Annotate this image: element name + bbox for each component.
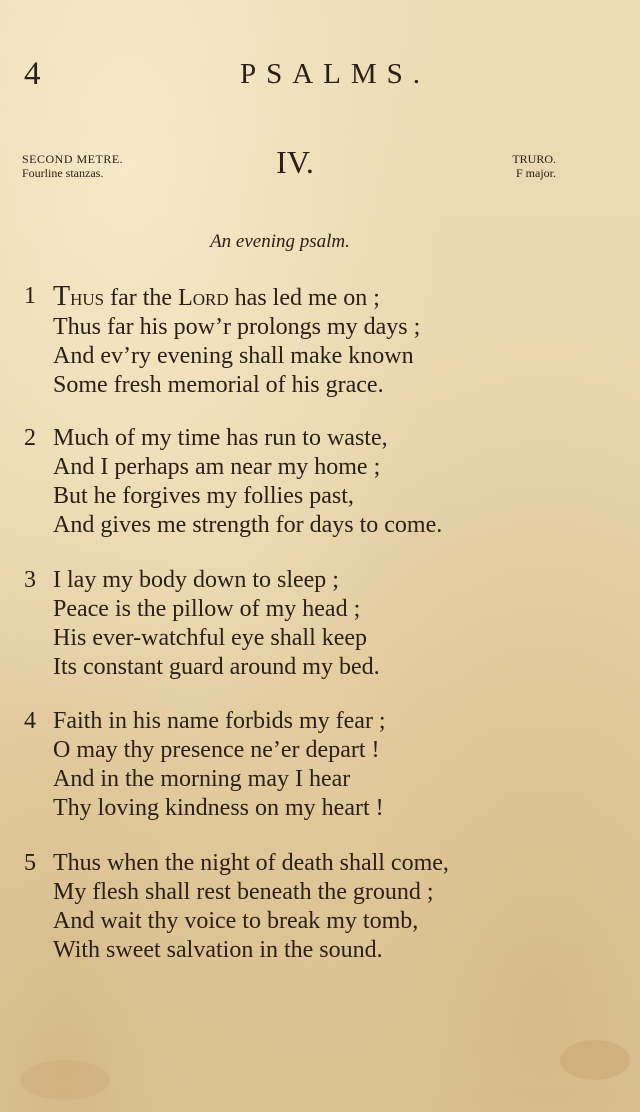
verse-line: Some fresh memorial of his grace. <box>53 372 384 398</box>
verse-line: And in the morning may I hear <box>53 766 351 792</box>
lord-initial: L <box>178 285 193 311</box>
verse-line: I lay my body down to sleep ; <box>53 567 339 593</box>
psalm-subtitle: An evening psalm. <box>210 231 350 252</box>
tune-key: F major. <box>515 166 556 180</box>
stanza-form-label: Fourline stanzas. <box>22 166 104 180</box>
stanza-number: 1 <box>24 283 36 309</box>
verse-line: Much of my time has run to waste, <box>53 425 388 451</box>
stanza-number: 3 <box>24 567 36 593</box>
verse-line: But he forgives my follies past, <box>53 483 354 509</box>
verse-line: With sweet salvation in the sound. <box>53 937 383 963</box>
stanza <box>24 424 584 540</box>
verse-line: His ever-watchful eye shall keep <box>53 625 368 651</box>
verse-line: Faith in his name forbids my fear ; <box>53 708 386 734</box>
small-caps-text: hus <box>70 285 105 311</box>
paper-stain <box>20 1060 110 1100</box>
metre-label: SECOND METRE. <box>22 152 124 166</box>
verse-line: Peace is the pillow of my head ; <box>53 596 361 622</box>
page-number: 4 <box>24 56 41 92</box>
verse-line: And gives me strength for days to come. <box>53 512 443 538</box>
stanza <box>24 849 584 965</box>
stanza-number: 5 <box>24 850 36 876</box>
running-head: PSALMS. <box>239 58 431 90</box>
verse-line: And I perhaps am near my home ; <box>53 454 381 480</box>
stanza-number: 4 <box>24 708 36 734</box>
verse-line: Its constant guard around my bed. <box>53 654 380 680</box>
drop-cap: T <box>53 281 71 312</box>
verse-text: has led me on ; <box>228 285 380 311</box>
tune-name: TRURO. <box>512 152 556 166</box>
verse-line: And wait thy voice to break my tomb, <box>53 908 419 934</box>
verse-line <box>53 282 584 313</box>
stanza <box>24 282 584 400</box>
stanza-number: 2 <box>24 425 36 451</box>
verse-line: My flesh shall rest beneath the ground ; <box>53 879 434 905</box>
stanza <box>24 566 584 682</box>
psalm-number: IV. <box>276 144 314 180</box>
lord-small-caps: ord <box>192 285 229 311</box>
verse-line: Thus far his pow’r prolongs my days ; <box>53 314 421 340</box>
verse-line: Thy loving kindness on my heart ! <box>53 795 384 821</box>
verse-line: And ev’ry evening shall make known <box>53 343 414 369</box>
verse-line: O may thy presence ne’er depart ! <box>53 737 380 763</box>
paper-stain <box>560 1040 630 1080</box>
stanza <box>24 707 584 823</box>
verse-text: far the <box>104 285 179 311</box>
tune-info <box>512 152 556 180</box>
verse-line: Thus when the night of death shall come, <box>53 850 449 876</box>
